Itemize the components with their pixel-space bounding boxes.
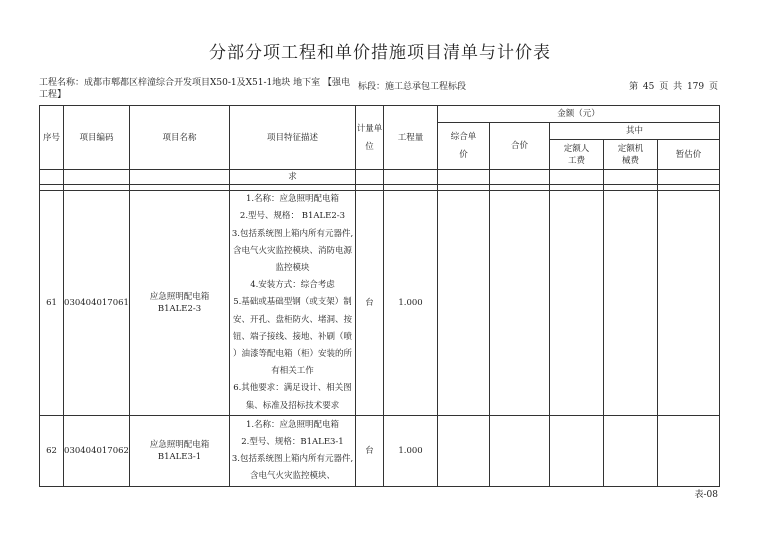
desc-line: 2.型号、规格： B1ALE2-3 [239,211,346,222]
header-unit: 计量单位 [356,106,384,170]
form-number: 表-08 [694,490,718,500]
row-unit: 台 [356,191,384,416]
row-unit: 台 [356,416,384,487]
header-unit-price: 综合单价 [438,123,490,170]
page-info: 第 45 页 共 179 页 [629,82,718,92]
row-code: 030404017062 [64,416,130,487]
desc-line: 1.名称：应急照明配电箱 [245,419,340,430]
desc-line: 3.包括系统图上箱内所有元器件, [231,454,354,464]
row-name: 应急照明配电箱 B1ALE2-3 [130,191,230,416]
row-code: 030404017061 [64,191,130,416]
desc-line: 5.基础或基础型钢（或支架）制 [233,297,352,308]
desc-line: 4.安装方式：综合考虑 [250,280,335,291]
row-provisional [658,416,720,487]
continuation-row [40,170,720,185]
header-total: 合价 [490,123,550,170]
row-total [490,191,550,416]
header-name: 项目名称 [130,106,230,170]
desc-line: 3.包括系统图上箱内所有元器件, [231,228,354,239]
desc-line: 安、开孔、盘柜防火、堵洞、按 [232,314,352,325]
row-provisional [658,191,720,416]
header-qty: 工程量 [384,106,438,170]
header-amount: 金额（元） [438,106,720,123]
desc-line: 集、标准及招标技术要求 [245,400,340,411]
desc-line: 有相关工作 [271,366,314,377]
header-labor: 定额人工费 [550,140,604,170]
desc-line: 含电气火灾监控模块、 [249,471,335,482]
row-labor [550,416,604,487]
header-seq: 序号 [40,106,64,170]
desc-line: 1.名称：应急照明配电箱 [245,194,340,205]
row-unit-price [438,191,490,416]
bill-of-quantities-table [39,105,720,487]
desc-line: 钮、端子接线、接地、补刷（喷 [232,331,352,342]
desc-line: 监控模块 [275,262,310,273]
row-machine [604,416,658,487]
desc-line: 含电气火灾监控模块、消防电源 [232,245,352,256]
row-seq: 62 [40,416,64,487]
row-desc [230,191,356,416]
row-labor [550,191,604,416]
row-unit-price [438,416,490,487]
header-of-which: 其中 [550,123,720,140]
header-provisional: 暂估价 [658,140,720,170]
table-row [40,416,720,487]
row-machine [604,191,658,416]
page-title: 分部分项工程和单价措施项目清单与计价表 [209,43,551,63]
project-name: 工程名称：成都市郫都区梓潼综合开发项目X50-1及X51-1地块 地下室 【强电工程】 [39,78,350,100]
desc-line: ）油漆等配电箱（柜）安装的所 [232,349,352,359]
header-machine: 定额机械费 [604,140,658,170]
row-desc [230,416,356,487]
row-seq: 61 [40,191,64,416]
table-row [40,191,720,416]
row-qty: 1.000 [384,191,438,416]
continuation-text: 求 [230,170,356,185]
row-total [490,416,550,487]
header-desc: 项目特征描述 [230,106,356,170]
header-code: 项目编码 [64,106,130,170]
row-name: 应急照明配电箱 B1ALE3-1 [130,416,230,487]
section-name: 标段：施工总承包工程标段 [358,82,467,92]
row-qty: 1.000 [384,416,438,487]
desc-line: 6.其他要求：满足设计、相关图 [233,383,352,394]
desc-line: 2.型号、规格：B1ALE3-1 [241,436,344,447]
